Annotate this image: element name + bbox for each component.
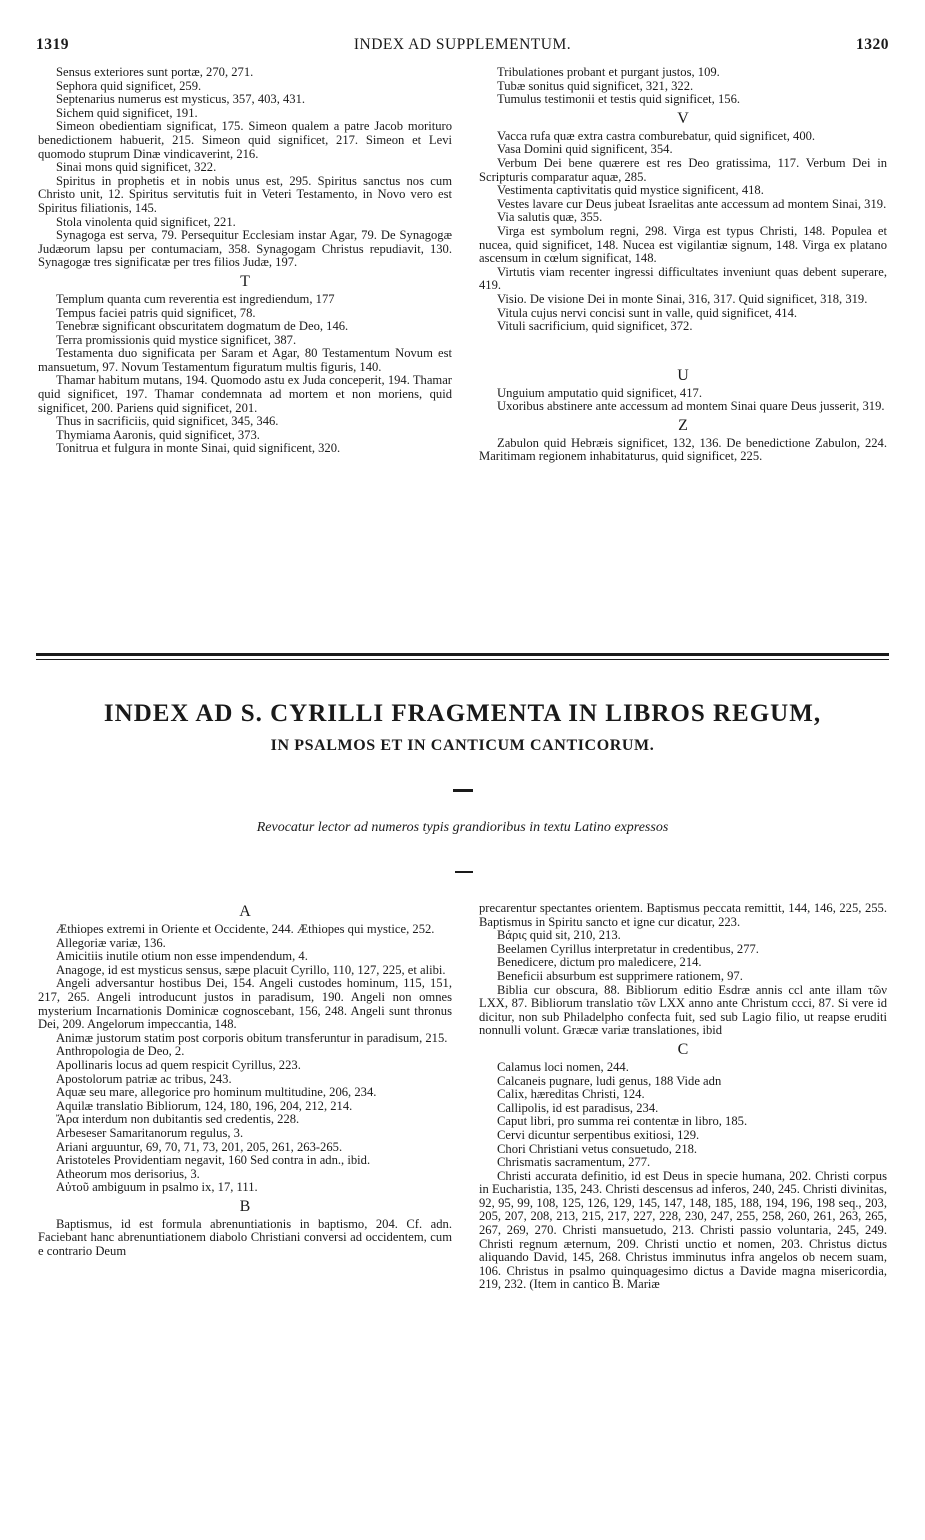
index-entry: Terra promissionis quid mystice significet, 387. <box>56 332 297 347</box>
running-head <box>36 36 889 56</box>
index-entry: Beneficii absurbum est supprimere rationem, 97. <box>497 968 743 983</box>
entries-a <box>38 923 452 1195</box>
index-entry: Biblia cur obscura, 88. Bibliorum editio Esdræ annis ccl ante illam τῶν LXX, 87. Bibliorum translatio τῶν LXX anno ante Christum ccci, 87. Si vere id dicitur, non sub Philadelpho confecta fuit, sed sub Lagio filio, ut reapse eruditi nonnulli volunt. Græcæ variæ translationes, ibid <box>479 982 887 1038</box>
section-separator-thin <box>36 659 889 660</box>
index-entry: Aquilæ translatio Bibliorum, 124, 180, 196, 204, 212, 214. <box>56 1098 353 1113</box>
section-letter-t: T <box>240 272 250 290</box>
index-entry: Atheorum mos derisorius, 3. <box>56 1166 200 1181</box>
index-entry: Calamus loci nomen, 244. <box>497 1059 629 1074</box>
index-entry: Zabulon quid Hebræis significet, 132, 136. De benedictione Zabulon, 224. Maritimam regionem inhabitaturus, quid significet, 225. <box>479 435 887 464</box>
index-entry: Virga est symbolum regni, 298. Virga est typus Christi, 148. Populea et nucea, quid significet, 148. Nucea est vigilantiæ signum, 148. Virga ex platano ascensum in cœlum significat, 148. <box>479 223 887 266</box>
index-entry: Beelamen Cyrillus interpretatur in credentibus, 277. <box>497 941 759 956</box>
index-entry: Caput libri, pro summa rei contentæ in libro, 185. <box>497 1114 748 1129</box>
index-entry: Spiritus in prophetis et in nobis unus est, 295. Spiritus sanctus nos cum Christo unit, 12. Spiritus servitutis fuit in Veteri Testamento, in Novo vero est Spiritus filiationis, 145. <box>38 173 452 215</box>
index-entry: Testamenta duo significata per Saram et Agar, 80 Testamentum Novum est mansuetum, 97. Novum Testamentum figuratum multis figuris, 140. <box>38 346 452 374</box>
index-entry: Vestes lavare cur Deus jubeat Israelitas ante accessum ad montem Sinai, 319. <box>497 196 887 211</box>
index-entry: Baptismus, id est formula abrenuntiationis in baptismo, 204. Cf. adn. Faciebant hanc abrenuntiationem diabolo Christiani conversi ad occidentem, cum e contrario Deum <box>38 1216 452 1259</box>
index-title: INDEX AD S. CYRILLI FRAGMENTA IN LIBROS REGUM, <box>103 700 822 727</box>
entries-z <box>479 437 887 464</box>
index-entry: Thus in sacrificiis, quid significet, 345, 346. <box>56 414 279 429</box>
running-title: INDEX AD SUPPLEMENTUM. <box>353 36 572 53</box>
entries-c <box>479 1061 887 1292</box>
index-entry: Templum quanta cum reverentia est ingrediendum, 177 <box>56 291 335 306</box>
index-entry: Tonitrua et fulgura in monte Sinai, quid significent, 320. <box>56 441 341 456</box>
index-entry: Callipolis, id est paradisus, 234. <box>497 1100 659 1115</box>
index-entry: Septenarius numerus est mysticus, 357, 403, 431. <box>56 92 306 107</box>
section-letter-u: U <box>677 366 689 384</box>
index-entry: Uxoribus abstinere ante accessum ad montem Sinai quare Deus jusserit, 319. <box>497 399 885 414</box>
index-entry: Apostolorum patriæ ac tribus, 243. <box>56 1071 232 1086</box>
section-letter-z: Z <box>678 416 688 434</box>
entries-u <box>479 387 887 414</box>
index-entry: Sensus exteriores sunt portæ, 270, 271. <box>56 65 254 79</box>
index-entry: Cervi dicuntur serpentibus exitiosi, 129. <box>497 1127 700 1142</box>
index-entry: Aquæ seu mare, allegorice pro hominum multitudine, 206, 234. <box>56 1085 377 1100</box>
index-entry: Arbeseser Samaritanorum regulus, 3. <box>56 1125 244 1140</box>
index-entry: Vacca rufa quæ extra castra comburebatur, quid significet, 400. <box>497 128 816 143</box>
index-entry: Vestimenta captivitatis quid mystice significent, 418. <box>497 183 764 198</box>
section-separator-thick <box>36 653 889 656</box>
supplement-index-left-column <box>38 66 452 456</box>
reader-note: Revocatur lector ad numeros typis grandioribus in textu Latino expressos <box>256 820 669 835</box>
entries-s <box>38 66 452 270</box>
index-subtitle: IN PSALMOS ET IN CANTICUM CANTICORUM. <box>270 737 655 754</box>
cyril-index-right-column <box>479 902 887 1292</box>
index-entry: Simeon obedientiam significat, 175. Simeon qualem a patre Jacob morituro benedictionem habuerit, 215. Simeon quid significet, 217. Simeon et Levi quomodo stuprum Dinæ vindicaverint, 216. <box>38 119 452 161</box>
index-entry: Benedicere, dictum pro maledicere, 214. <box>497 955 702 970</box>
entries-t-continued <box>479 66 887 107</box>
page-number-left: 1319 <box>36 36 69 53</box>
index-entry: Tenebræ significant obscuritatem dogmatum de Deo, 146. <box>56 319 349 334</box>
index-entry: Thamar habitum mutans, 194. Quomodo astu ex Juda conceperit, 194. Thamar quid significet, 197. Thamar condemnata ad mortem et non moriens, quid significet, 200. Pariens quid significet, 201. <box>38 373 452 415</box>
index-entry: Visio. De visione Dei in monte Sinai, 316, 317. Quid significet, 318, 319. <box>497 291 868 306</box>
index-entry: Sinai mons quid significet, 322. <box>56 160 217 175</box>
index-entry: Amicitiis inutile otium non esse impendendum, 4. <box>56 949 308 964</box>
index-entry: Anagoge, id est mysticus sensus, sæpe placuit Cyrillo, 110, 127, 225, et alibi. <box>56 962 446 977</box>
index-entry: Anthropologia de Deo, 2. <box>56 1044 185 1059</box>
index-entry: Ariani arguuntur, 69, 70, 71, 73, 201, 205, 261, 263-265. <box>56 1139 343 1154</box>
index-entry: Αὐτοῦ ambiguum in psalmo ix, 17, 111. <box>56 1180 258 1195</box>
index-entry: Animæ justorum statim post corporis obitum transferuntur in paradisum, 215. <box>56 1030 448 1045</box>
section-letter-b: B <box>239 1197 251 1215</box>
index-entry: Vasa Domini quid significent, 354. <box>497 142 673 157</box>
cyril-index-left-column <box>38 900 452 1259</box>
index-entry: Tempus faciei patris quid significet, 78. <box>56 305 256 320</box>
index-entry: Sephora quid significet, 259. <box>56 78 202 93</box>
index-entry: Via salutis quæ, 355. <box>497 210 603 225</box>
index-entry: Angeli adversantur hostibus Dei, 154. Angeli custodes hominum, 115, 151, 217, 265. Angeli introducunt justos in paradisum, 190. Angeli non omnes mysterium Incarnationis Dominicæ cognoscebant, 156, 248. Angeli sunt thronus Dei, 209. Angelorum impeccantia, 148. <box>38 976 452 1032</box>
section-letter-v: V <box>677 109 689 127</box>
page-number-right: 1320 <box>856 36 889 53</box>
entries-t <box>38 293 452 456</box>
index-entry: Aristoteles Providentiam negavit, 160 Sed contra in adn., ibid. <box>56 1153 371 1168</box>
entries-b-continued-text <box>479 902 887 929</box>
section-letter-a: A <box>239 903 251 920</box>
index-entry: Tribulationes probant et purgant justos, 109. <box>497 65 720 79</box>
index-entry: Apollinaris locus ad quem respicit Cyrillus, 223. <box>56 1057 301 1072</box>
entries-b-continued <box>479 929 887 1038</box>
section-letter-c: C <box>677 1040 689 1058</box>
index-entry: precarentur spectantes orientem. Baptismus peccata remittit, 144, 146, 225, 255. Baptismus in Spiritu sancto et igne cur dicatur, 223. <box>479 901 887 929</box>
index-entry: Calix, hæreditas Christi, 124. <box>497 1087 645 1102</box>
index-entry: Synagoga est serva, 79. Persequitur Ecclesiam instar Agar, 79. De Synagogæ Judæorum lapsu per contumaciam, 358. Synagogam Christus repudiavit, 130. Synagogæ tres significatæ per tres filios Judæ, 197. <box>38 228 452 270</box>
index-entry: Verbum Dei bene quærere est res Deo gratissima, 117. Verbum Dei in Scripturis comparatur aquæ, 285. <box>479 155 887 184</box>
index-entry: Christi accurata definitio, id est Deus in specie humana, 202. Christi corpus in Eucharistia, 135, 243. Christi descensus ad inferos, 240, 245. Christi divinitas, 92, 95, 99, 108, 125, 126, 129, 145, 147, 148, 185, 188, 194, 196, 198 seq., 203, 205, 207, 208, 213, 215, 217, 227, 228, 230, 247, 255, 258, 260, 261, 263, 265, 267, 269, 270. Christi mansuetudo, 213. Christi passio voluntaria, 245, 249. Christi regnum æternum, 209. Christi unctio et nomen, 203. Christus dictus aliquando David, 145, 268. Christus imminutus infra angelos ob necem suam, 106. Christus in psalmo quinquagesimo dictus a Davide magna misericordia, 219, 232. (Item in cantico B. Mariæ <box>479 1168 887 1292</box>
index-entry: Chori Christiani vetus consuetudo, 218. <box>497 1141 698 1156</box>
index-entry: Æthiopes extremi in Oriente et Occidente, 244. Æthiopes qui mystice, 252. <box>56 922 435 936</box>
index-entry: Tumulus testimonii et testis quid significet, 156. <box>497 92 741 107</box>
spacer <box>479 334 887 364</box>
index-entry: Unguium amputatio quid significet, 417. <box>497 385 702 400</box>
index-entry: Calcaneis pugnare, ludi genus, 188 Vide adn <box>497 1073 722 1088</box>
index-entry: Tubæ sonitus quid significet, 321, 322. <box>497 78 694 93</box>
index-entry: Virtutis viam recenter ingressi difficultates inveniunt quas debent superare, 419. <box>479 264 887 293</box>
index-entry: Chrismatis sacramentum, 277. <box>497 1155 651 1170</box>
entries-v <box>479 130 887 334</box>
ornament-dash <box>455 871 473 873</box>
index-entry: Βάρις quid sit, 210, 213. <box>497 928 621 943</box>
index-entry: Vituli sacrificium, quid significet, 372. <box>497 319 693 334</box>
index-entry: Allegoriæ variæ, 136. <box>56 935 166 950</box>
entries-b <box>38 1218 452 1259</box>
supplement-index-right-column <box>479 66 887 464</box>
index-entry: Sichem quid significet, 191. <box>56 105 198 120</box>
index-entry: Vitula cujus nervi concisi sunt in valle, quid significet, 414. <box>497 305 798 320</box>
index-entry: Stola vinolenta quid significet, 221. <box>56 214 236 229</box>
index-entry: Thymiama Aaronis, quid significet, 373. <box>56 427 260 442</box>
index-entry: Ἄρα interdum non dubitantis sed credentis, 228. <box>56 1112 300 1127</box>
ornament-dash <box>453 789 473 792</box>
